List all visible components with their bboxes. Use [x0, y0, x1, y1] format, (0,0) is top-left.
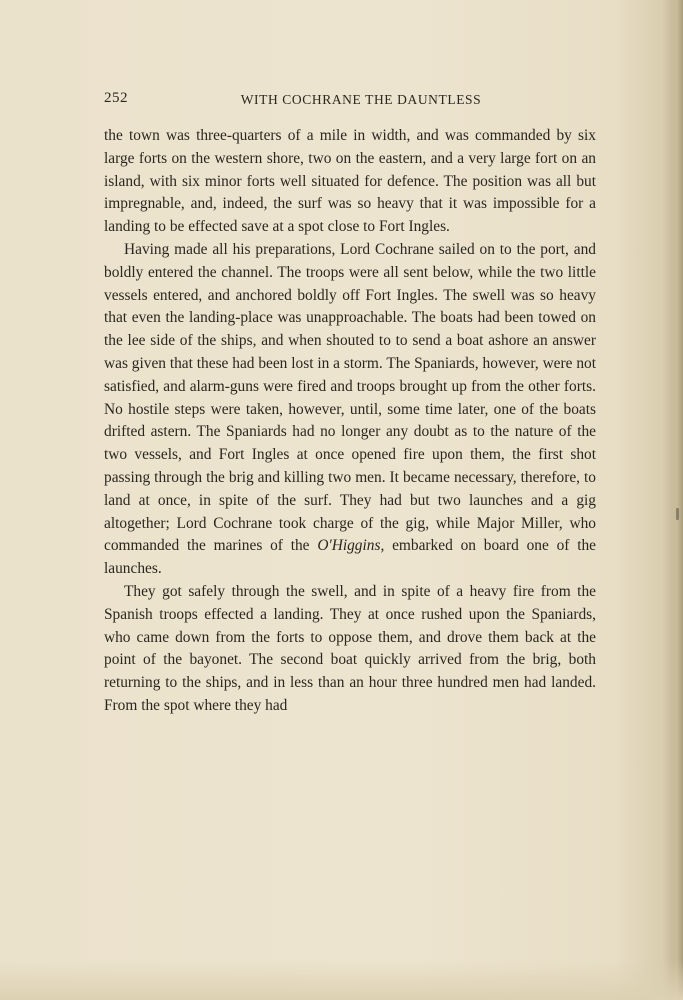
body-text [104, 125, 596, 718]
page-header [104, 90, 596, 110]
running-head: WITH COCHRANE THE DAUNTLESS [240, 92, 482, 107]
paragraph-2-end: embarked on board one of the launches. [104, 537, 596, 578]
paragraph-3: They got safely through the swell, and in spite of a heavy fire from the Spanish troops effected a landing. They at once rushed upon the Spaniards, who came down from the forts to oppose them, and drove them back at the point of the bayonet. The second boat quickly arrived from the brig, both returning to the ships, and in less than an hour three hundred men had landed. From the spot where they had [104, 582, 596, 714]
ship-name-italic: O'Higgins, [317, 537, 385, 555]
paragraph-1: the town was three-quarters of a mile in width, and was commanded by six large forts on the western shore, two on the eastern, and a very large fort on an island, with six minor forts well situated for defence. The position was all but impregnable, and, indeed, the surf was so heavy that it was impossible for a landing to be effected save at a spot close to Fort Ingles. [104, 127, 596, 236]
paragraph-2 [104, 239, 596, 581]
page-number: 252 [104, 90, 128, 106]
paragraph-2-text: Having made all his preparations, Lord Cochrane sailed on to the port, and boldly entered the channel. The troops were all sent below, while the two little vessels entered, and anchored boldly off Fort Ingles. The swell was so heavy that even the landing-place was unapproachable. The boats had been towed on the lee side of the ships, and when shouted to to send a boat ashore an answer was given that these had been lost in a storm. The Spaniards, however, were not satisfied, and alarm-guns were fired and troops brought up from the other forts. No hostile steps were taken, however, until, some time later, one of the boats drifted astern. The Spaniards had no longer any doubt as to the nature of the two vessels, and Fort Ingles at once opened fire upon them, the first shot passing through the brig and killing two men. It became necessary, therefore, to land at once, in spite of the surf. They had but two launches and a gig altogether; Lord Cochrane took charge of the gig, while Major Miller, who commanded the marines of the [104, 240, 596, 555]
page-bottom-shadow [0, 960, 683, 1000]
paper-speck [676, 508, 679, 520]
page-edge-shadow [669, 0, 683, 1000]
